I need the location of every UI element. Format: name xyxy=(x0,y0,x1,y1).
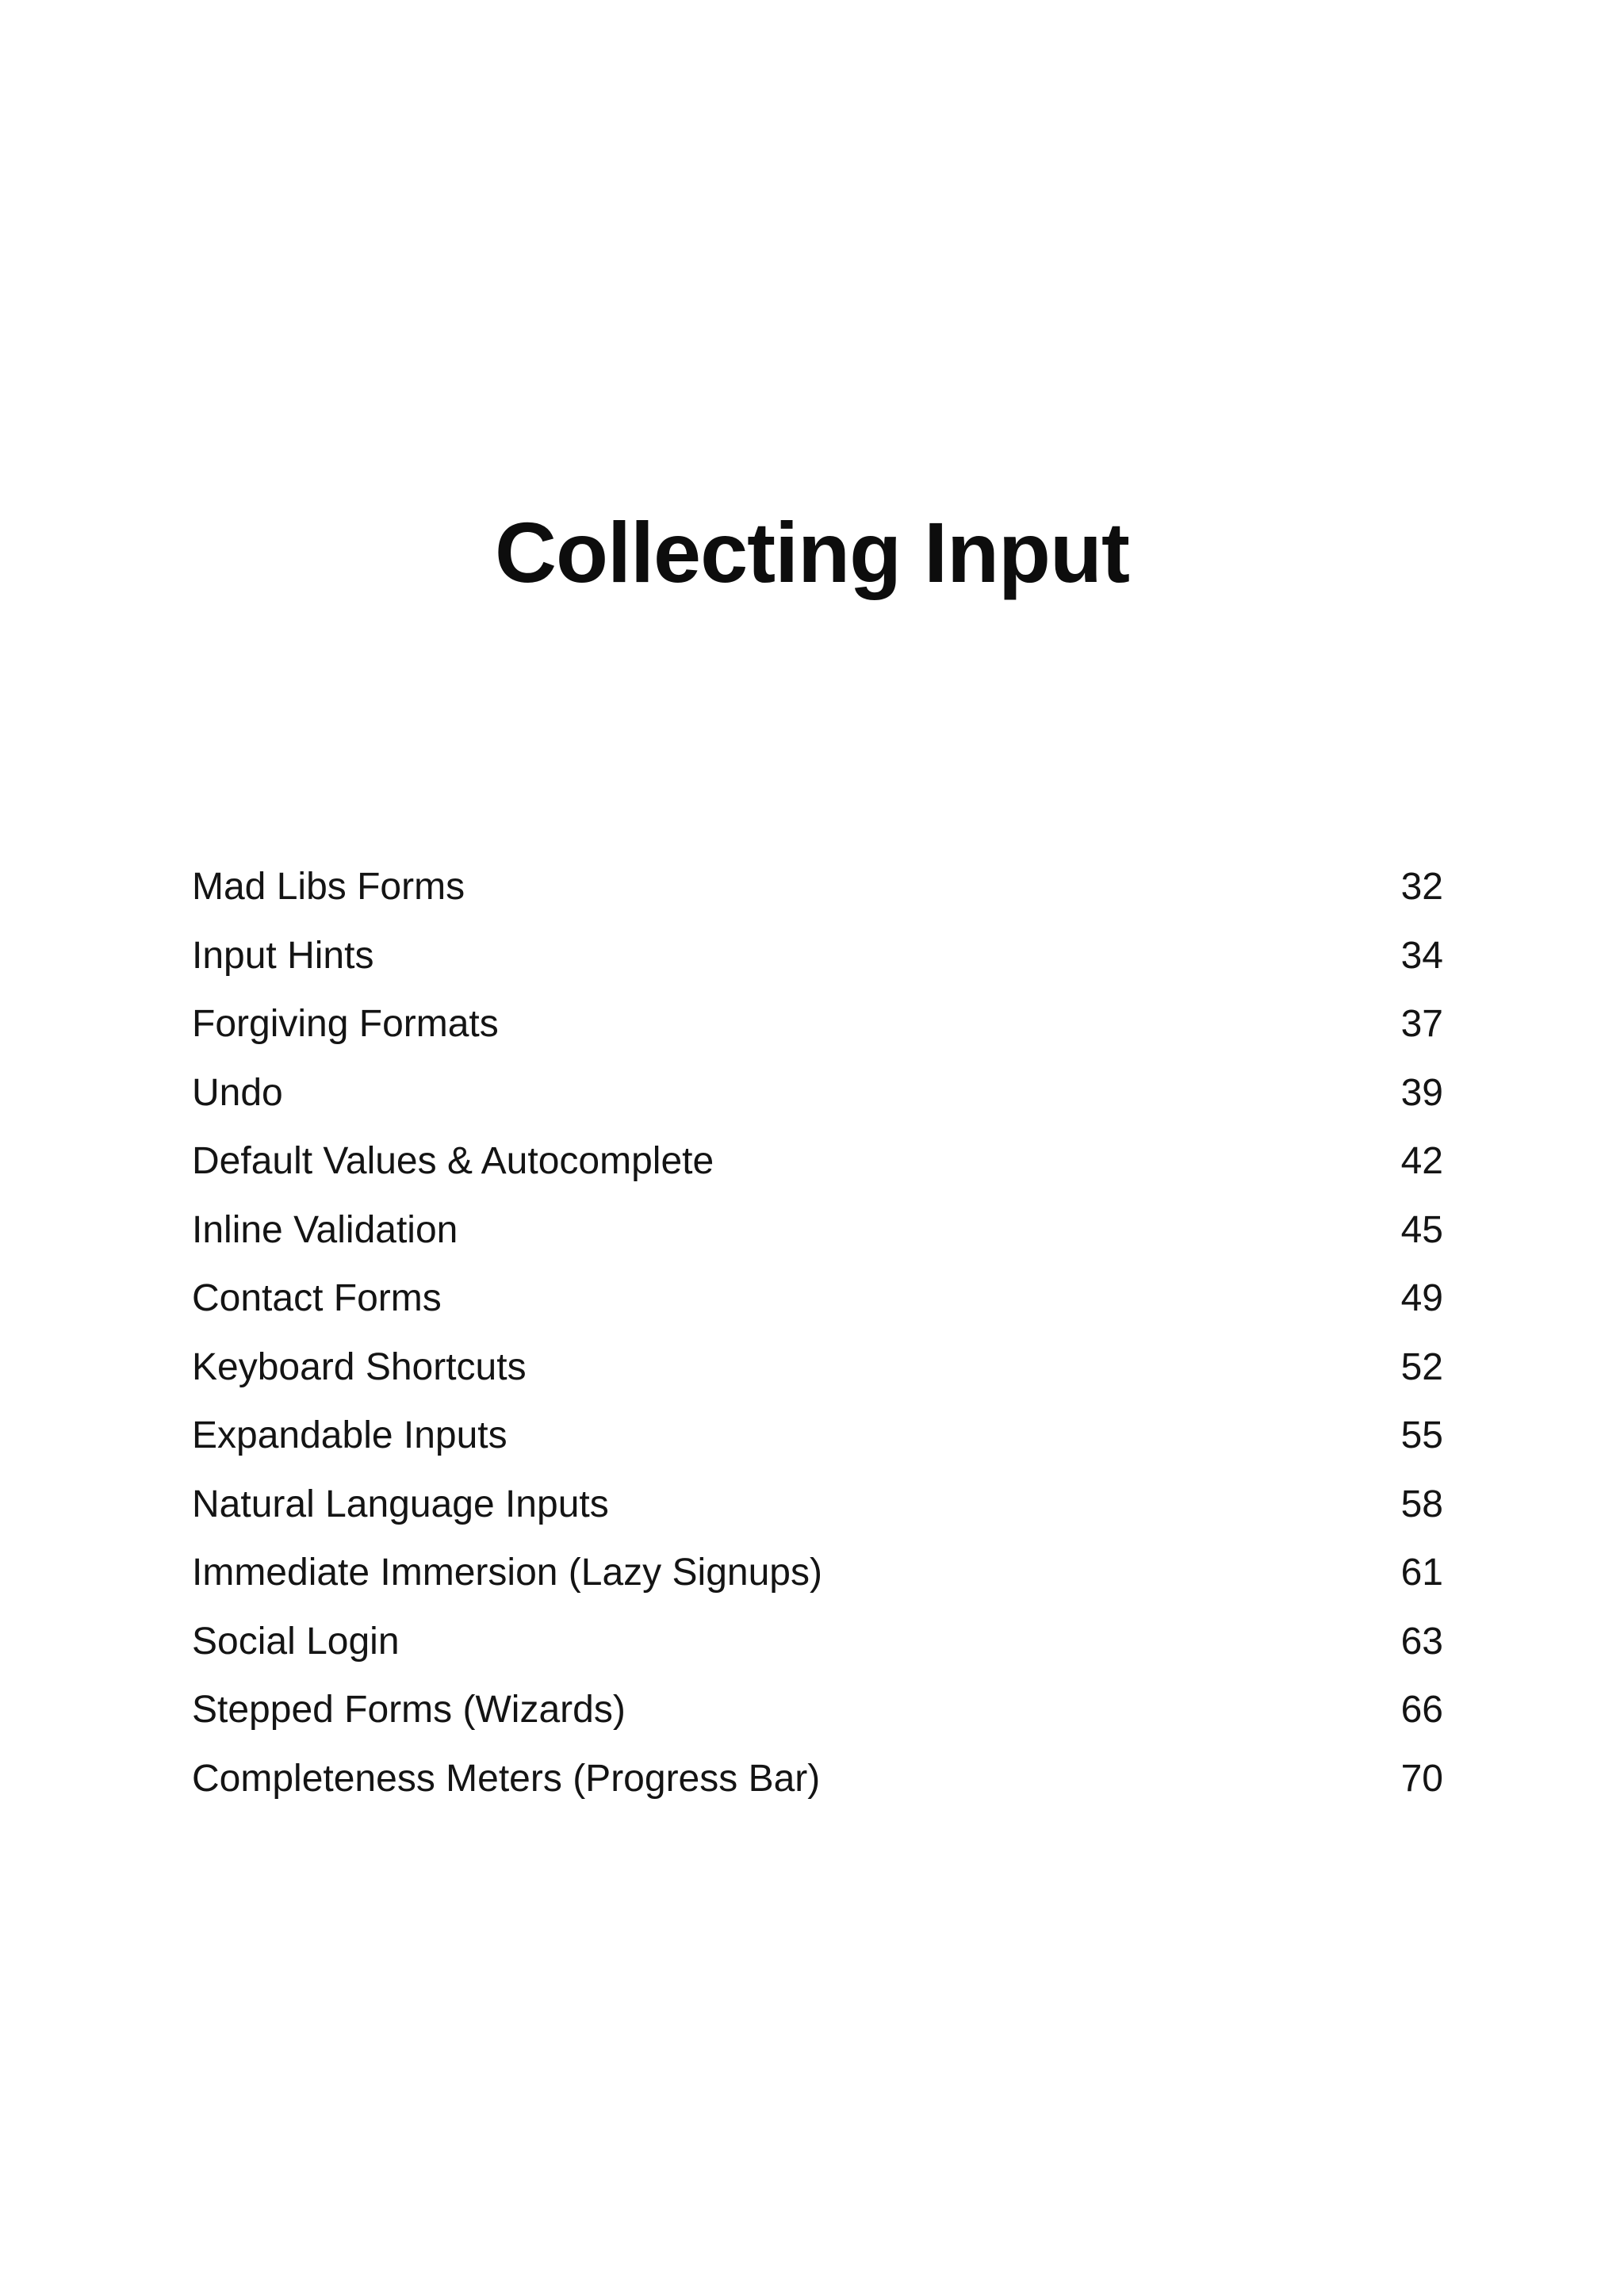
toc-entry[interactable] xyxy=(192,1608,1443,1677)
toc-entry-page-number: 42 xyxy=(1400,1140,1443,1182)
toc-entry-title: Stepped Forms (Wizards) xyxy=(192,1689,626,1731)
toc-entry-page-number: 55 xyxy=(1400,1414,1443,1456)
toc-entry-title: Input Hints xyxy=(192,934,374,977)
toc-entry-title: Immediate Immersion (Lazy Signups) xyxy=(192,1552,822,1594)
toc-entry[interactable] xyxy=(192,853,1443,922)
toc-entry-title: Inline Validation xyxy=(192,1208,458,1251)
toc-entry-title: Completeness Meters (Progress Bar) xyxy=(192,1757,821,1800)
toc-entry-title: Contact Forms xyxy=(192,1277,442,1319)
toc-entry[interactable] xyxy=(192,922,1443,991)
toc-entry[interactable] xyxy=(192,1196,1443,1265)
toc-entry-page-number: 39 xyxy=(1400,1071,1443,1114)
toc-entry[interactable] xyxy=(192,1334,1443,1402)
toc-entry[interactable] xyxy=(192,1539,1443,1608)
toc-entry[interactable] xyxy=(192,1676,1443,1745)
toc-entry-title: Forgiving Formats xyxy=(192,1003,499,1045)
toc-entry-page-number: 52 xyxy=(1400,1345,1443,1388)
toc-entry[interactable] xyxy=(192,1265,1443,1334)
toc-entry-title: Expandable Inputs xyxy=(192,1414,508,1456)
toc-entry-title: Social Login xyxy=(192,1620,400,1663)
toc-entry[interactable] xyxy=(192,990,1443,1059)
toc-entry-title: Keyboard Shortcuts xyxy=(192,1345,527,1388)
toc-entry-page-number: 45 xyxy=(1400,1208,1443,1251)
toc-entry-page-number: 37 xyxy=(1400,1003,1443,1045)
table-of-contents xyxy=(192,853,1443,1813)
toc-entry-page-number: 63 xyxy=(1400,1620,1443,1663)
toc-entry[interactable] xyxy=(192,1471,1443,1540)
toc-entry-title: Mad Libs Forms xyxy=(192,866,465,908)
toc-entry[interactable] xyxy=(192,1127,1443,1196)
toc-entry-page-number: 70 xyxy=(1400,1757,1443,1800)
toc-entry-title: Default Values & Autocomplete xyxy=(192,1140,714,1182)
toc-entry[interactable] xyxy=(192,1745,1443,1814)
toc-entry[interactable] xyxy=(192,1402,1443,1471)
toc-entry-page-number: 34 xyxy=(1400,934,1443,977)
toc-entry[interactable] xyxy=(192,1059,1443,1128)
toc-entry-title: Undo xyxy=(192,1071,283,1114)
toc-entry-page-number: 58 xyxy=(1400,1483,1443,1525)
toc-entry-page-number: 66 xyxy=(1400,1689,1443,1731)
toc-entry-page-number: 49 xyxy=(1400,1277,1443,1319)
chapter-title: Collecting Input xyxy=(495,504,1129,601)
toc-entry-title: Natural Language Inputs xyxy=(192,1483,609,1525)
toc-entry-page-number: 32 xyxy=(1400,866,1443,908)
toc-entry-page-number: 61 xyxy=(1400,1552,1443,1594)
